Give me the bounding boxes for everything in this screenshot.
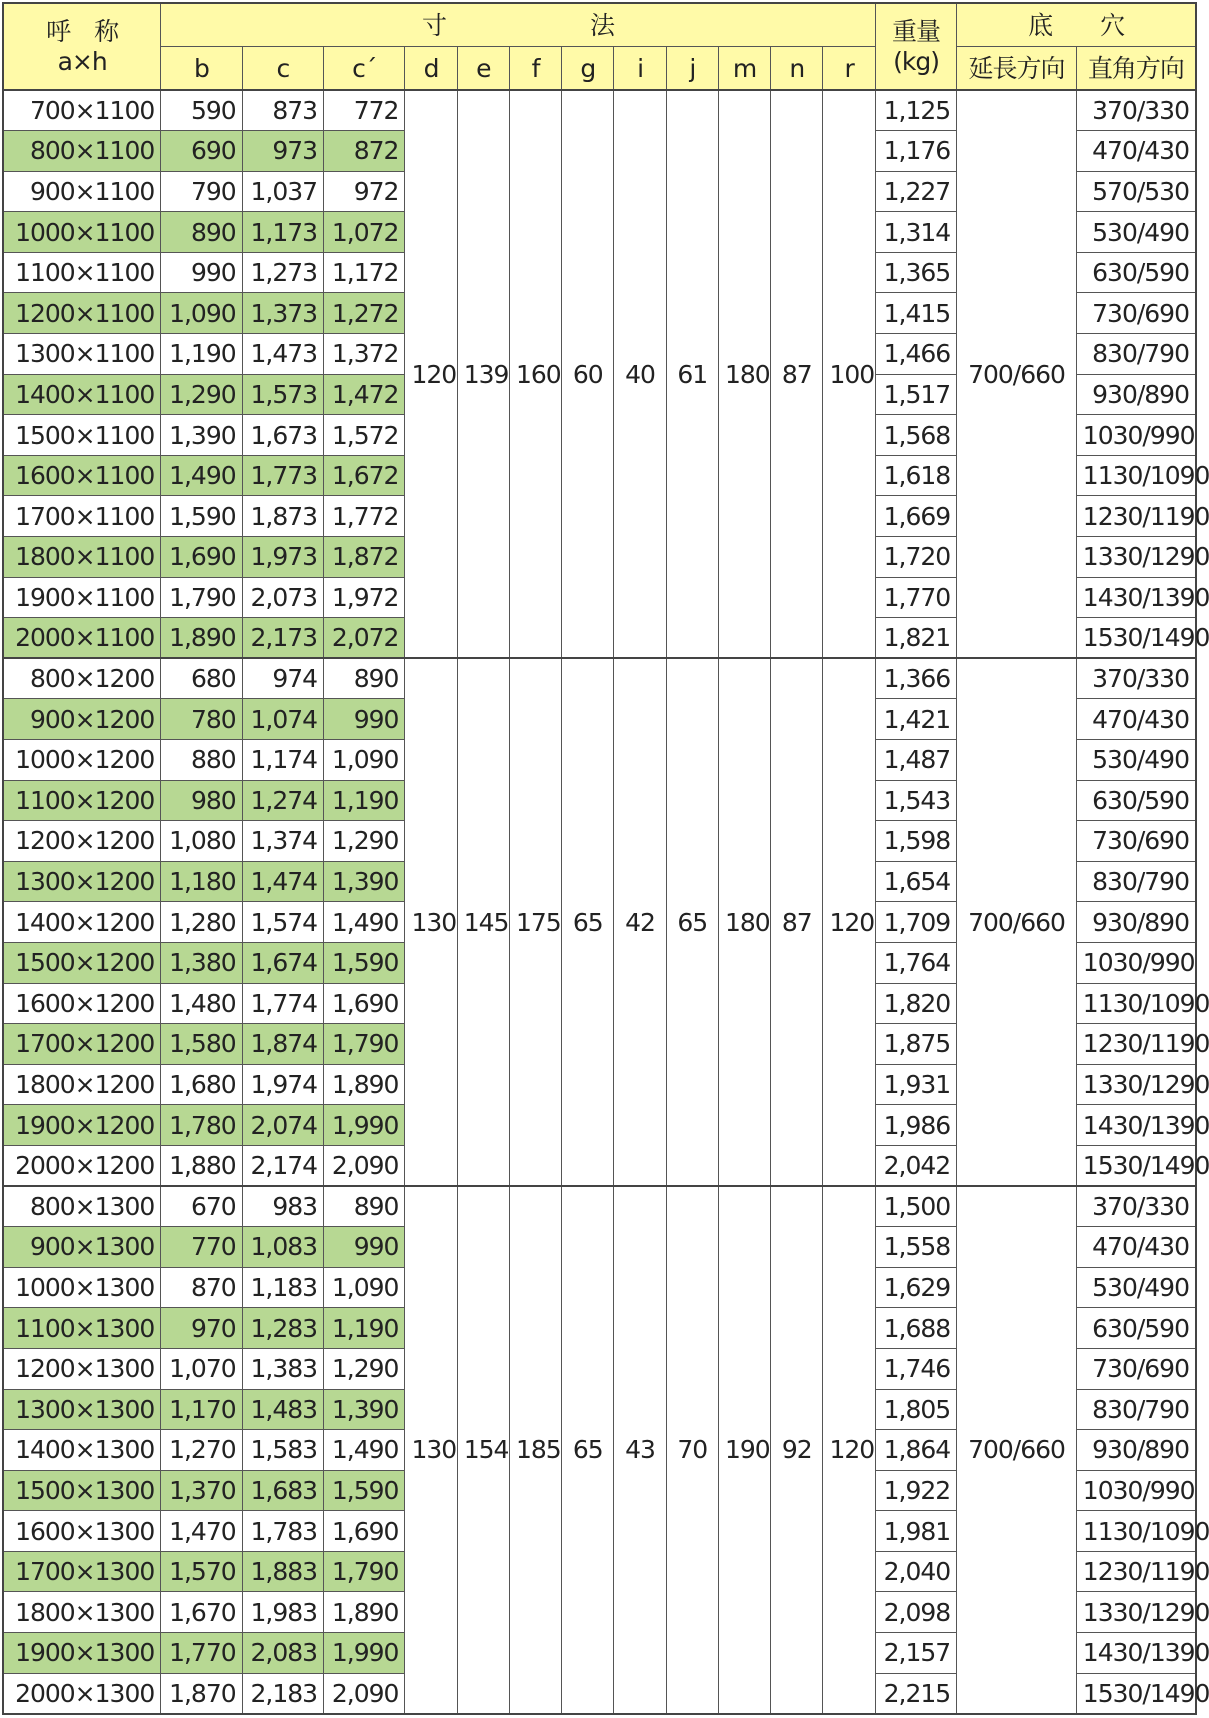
c-cell: 1,483 bbox=[242, 1389, 323, 1430]
weight-cell: 2,098 bbox=[875, 1592, 956, 1633]
r-cell: 100 bbox=[823, 90, 875, 658]
table-row bbox=[3, 1186, 1196, 1227]
c-cell: 1,583 bbox=[242, 1430, 323, 1471]
weight-cell: 1,931 bbox=[875, 1064, 956, 1105]
b-cell: 890 bbox=[161, 212, 242, 253]
b-cell: 990 bbox=[161, 252, 242, 293]
perpendicular-direction-cell: 1430/1390 bbox=[1076, 1105, 1196, 1146]
nominal-size-cell: 2000×1200 bbox=[3, 1145, 161, 1186]
b-cell: 1,780 bbox=[161, 1105, 242, 1146]
perpendicular-direction-cell: 930/890 bbox=[1076, 374, 1196, 415]
c-prime-cell: 1,090 bbox=[324, 740, 405, 781]
f-cell: 185 bbox=[509, 1186, 561, 1714]
j-cell: 65 bbox=[666, 658, 718, 1186]
nominal-size-cell: 1400×1300 bbox=[3, 1430, 161, 1471]
g-cell: 65 bbox=[562, 658, 614, 1186]
e-cell: 154 bbox=[457, 1186, 509, 1714]
col-header-g: g bbox=[562, 47, 614, 91]
f-cell: 175 bbox=[509, 658, 561, 1186]
c-cell: 1,883 bbox=[242, 1551, 323, 1592]
b-cell: 1,480 bbox=[161, 983, 242, 1024]
c-cell: 1,873 bbox=[242, 496, 323, 537]
c-cell: 1,974 bbox=[242, 1064, 323, 1105]
c-cell: 1,473 bbox=[242, 334, 323, 375]
c-prime-cell: 1,690 bbox=[324, 1511, 405, 1552]
nominal-size-cell: 1700×1300 bbox=[3, 1551, 161, 1592]
c-cell: 983 bbox=[242, 1186, 323, 1227]
weight-cell: 1,415 bbox=[875, 293, 956, 334]
c-prime-cell: 1,690 bbox=[324, 983, 405, 1024]
weight-cell: 1,227 bbox=[875, 171, 956, 212]
c-prime-cell: 1,390 bbox=[324, 1389, 405, 1430]
perpendicular-direction-cell: 1230/1190 bbox=[1076, 1551, 1196, 1592]
perpendicular-direction-cell: 1530/1490 bbox=[1076, 1145, 1196, 1186]
weight-cell: 1,875 bbox=[875, 1024, 956, 1065]
weight-cell: 1,669 bbox=[875, 496, 956, 537]
nominal-size-cell: 1000×1100 bbox=[3, 212, 161, 253]
weight-cell: 1,618 bbox=[875, 455, 956, 496]
b-cell: 1,090 bbox=[161, 293, 242, 334]
c-prime-cell: 1,890 bbox=[324, 1592, 405, 1633]
c-cell: 2,183 bbox=[242, 1673, 323, 1714]
b-cell: 1,790 bbox=[161, 577, 242, 618]
nominal-size-cell: 1600×1100 bbox=[3, 455, 161, 496]
nominal-size-cell: 1500×1100 bbox=[3, 415, 161, 456]
m-cell: 180 bbox=[718, 658, 770, 1186]
weight-cell: 1,688 bbox=[875, 1308, 956, 1349]
dimensions-header: 寸 法 bbox=[161, 3, 876, 47]
b-cell: 1,690 bbox=[161, 537, 242, 578]
c-cell: 1,274 bbox=[242, 780, 323, 821]
nominal-size-header-label: 呼 称 bbox=[46, 16, 119, 46]
e-cell: 145 bbox=[457, 658, 509, 1186]
b-cell: 1,280 bbox=[161, 902, 242, 943]
col-header-j: j bbox=[666, 47, 718, 91]
nominal-size-cell: 1000×1300 bbox=[3, 1267, 161, 1308]
c-prime-cell: 1,190 bbox=[324, 1308, 405, 1349]
perpendicular-direction-cell: 830/790 bbox=[1076, 334, 1196, 375]
perpendicular-direction-header: 直角方向 bbox=[1076, 47, 1196, 91]
c-prime-cell: 1,790 bbox=[324, 1551, 405, 1592]
c-prime-cell: 2,072 bbox=[324, 618, 405, 659]
perpendicular-direction-cell: 730/690 bbox=[1076, 293, 1196, 334]
b-cell: 1,590 bbox=[161, 496, 242, 537]
weight-cell: 1,770 bbox=[875, 577, 956, 618]
c-cell: 2,173 bbox=[242, 618, 323, 659]
weight-cell: 1,500 bbox=[875, 1186, 956, 1227]
table-row bbox=[3, 658, 1196, 699]
nominal-size-cell: 1800×1100 bbox=[3, 537, 161, 578]
b-cell: 880 bbox=[161, 740, 242, 781]
b-cell: 590 bbox=[161, 90, 242, 131]
nominal-size-cell: 1600×1300 bbox=[3, 1511, 161, 1552]
nominal-size-cell: 1900×1200 bbox=[3, 1105, 161, 1146]
weight-cell: 1,543 bbox=[875, 780, 956, 821]
weight-cell: 1,558 bbox=[875, 1227, 956, 1268]
perpendicular-direction-cell: 1130/1090 bbox=[1076, 1511, 1196, 1552]
c-cell: 974 bbox=[242, 658, 323, 699]
b-cell: 1,680 bbox=[161, 1064, 242, 1105]
b-cell: 670 bbox=[161, 1186, 242, 1227]
nominal-size-cell: 1000×1200 bbox=[3, 740, 161, 781]
c-cell: 2,083 bbox=[242, 1633, 323, 1674]
c-prime-cell: 1,990 bbox=[324, 1105, 405, 1146]
nominal-size-cell: 2000×1100 bbox=[3, 618, 161, 659]
c-prime-cell: 990 bbox=[324, 1227, 405, 1268]
nominal-size-cell: 1300×1300 bbox=[3, 1389, 161, 1430]
c-prime-cell: 872 bbox=[324, 131, 405, 172]
weight-cell: 1,654 bbox=[875, 861, 956, 902]
perpendicular-direction-cell: 630/590 bbox=[1076, 780, 1196, 821]
col-header-c-prime: c´ bbox=[324, 47, 405, 91]
b-cell: 1,180 bbox=[161, 861, 242, 902]
nominal-size-cell: 1200×1300 bbox=[3, 1348, 161, 1389]
perpendicular-direction-cell: 930/890 bbox=[1076, 1430, 1196, 1471]
b-cell: 1,380 bbox=[161, 942, 242, 983]
r-cell: 120 bbox=[823, 658, 875, 1186]
b-cell: 1,880 bbox=[161, 1145, 242, 1186]
c-cell: 1,574 bbox=[242, 902, 323, 943]
perpendicular-direction-cell: 1130/1090 bbox=[1076, 983, 1196, 1024]
weight-cell: 1,314 bbox=[875, 212, 956, 253]
c-prime-cell: 1,890 bbox=[324, 1064, 405, 1105]
nominal-size-cell: 1100×1200 bbox=[3, 780, 161, 821]
c-prime-cell: 1,390 bbox=[324, 861, 405, 902]
c-prime-cell: 1,290 bbox=[324, 821, 405, 862]
c-cell: 1,474 bbox=[242, 861, 323, 902]
weight-cell: 1,366 bbox=[875, 658, 956, 699]
weight-cell: 1,709 bbox=[875, 902, 956, 943]
b-cell: 690 bbox=[161, 131, 242, 172]
b-cell: 1,870 bbox=[161, 1673, 242, 1714]
d-cell: 120 bbox=[405, 90, 457, 658]
c-cell: 1,573 bbox=[242, 374, 323, 415]
col-header-m: m bbox=[718, 47, 770, 91]
c-cell: 1,674 bbox=[242, 942, 323, 983]
b-cell: 1,390 bbox=[161, 415, 242, 456]
c-cell: 873 bbox=[242, 90, 323, 131]
col-header-b: b bbox=[161, 47, 242, 91]
b-cell: 1,890 bbox=[161, 618, 242, 659]
perpendicular-direction-cell: 930/890 bbox=[1076, 902, 1196, 943]
c-prime-cell: 2,090 bbox=[324, 1673, 405, 1714]
d-cell: 130 bbox=[405, 658, 457, 1186]
c-prime-cell: 1,972 bbox=[324, 577, 405, 618]
nominal-size-cell: 1100×1100 bbox=[3, 252, 161, 293]
weight-cell: 1,466 bbox=[875, 334, 956, 375]
perpendicular-direction-cell: 1530/1490 bbox=[1076, 1673, 1196, 1714]
c-prime-cell: 1,172 bbox=[324, 252, 405, 293]
c-prime-cell: 772 bbox=[324, 90, 405, 131]
c-prime-cell: 1,372 bbox=[324, 334, 405, 375]
weight-header-label: 重量 bbox=[892, 16, 941, 46]
b-cell: 1,470 bbox=[161, 1511, 242, 1552]
c-cell: 1,037 bbox=[242, 171, 323, 212]
col-header-e: e bbox=[457, 47, 509, 91]
perpendicular-direction-cell: 1330/1290 bbox=[1076, 537, 1196, 578]
b-cell: 1,580 bbox=[161, 1024, 242, 1065]
nominal-size-cell: 1300×1100 bbox=[3, 334, 161, 375]
weight-cell: 1,986 bbox=[875, 1105, 956, 1146]
i-cell: 42 bbox=[614, 658, 666, 1186]
b-cell: 1,570 bbox=[161, 1551, 242, 1592]
perpendicular-direction-cell: 370/330 bbox=[1076, 1186, 1196, 1227]
m-cell: 190 bbox=[718, 1186, 770, 1714]
table-header bbox=[3, 3, 1196, 90]
col-header-i: i bbox=[614, 47, 666, 91]
weight-cell: 1,568 bbox=[875, 415, 956, 456]
col-header-n: n bbox=[771, 47, 823, 91]
perpendicular-direction-cell: 1230/1190 bbox=[1076, 496, 1196, 537]
c-prime-cell: 890 bbox=[324, 658, 405, 699]
weight-cell: 1,820 bbox=[875, 983, 956, 1024]
nominal-size-cell: 1900×1100 bbox=[3, 577, 161, 618]
weight-header bbox=[875, 3, 956, 90]
b-cell: 870 bbox=[161, 1267, 242, 1308]
extension-direction-header: 延長方向 bbox=[957, 47, 1077, 91]
perpendicular-direction-cell: 470/430 bbox=[1076, 131, 1196, 172]
b-cell: 1,070 bbox=[161, 1348, 242, 1389]
c-prime-cell: 1,772 bbox=[324, 496, 405, 537]
i-cell: 40 bbox=[614, 90, 666, 658]
nominal-size-cell: 900×1100 bbox=[3, 171, 161, 212]
b-cell: 1,490 bbox=[161, 455, 242, 496]
col-header-r: r bbox=[823, 47, 875, 91]
c-prime-cell: 1,190 bbox=[324, 780, 405, 821]
nominal-size-cell: 800×1300 bbox=[3, 1186, 161, 1227]
extension-direction-cell: 700/660 bbox=[957, 1186, 1077, 1714]
nominal-size-cell: 1100×1300 bbox=[3, 1308, 161, 1349]
perpendicular-direction-cell: 370/330 bbox=[1076, 90, 1196, 131]
perpendicular-direction-cell: 730/690 bbox=[1076, 821, 1196, 862]
b-cell: 1,370 bbox=[161, 1470, 242, 1511]
e-cell: 139 bbox=[457, 90, 509, 658]
c-prime-cell: 972 bbox=[324, 171, 405, 212]
c-cell: 1,074 bbox=[242, 699, 323, 740]
n-cell: 87 bbox=[771, 658, 823, 1186]
c-prime-cell: 1,790 bbox=[324, 1024, 405, 1065]
c-cell: 1,373 bbox=[242, 293, 323, 334]
perpendicular-direction-cell: 530/490 bbox=[1076, 740, 1196, 781]
nominal-size-cell: 1200×1200 bbox=[3, 821, 161, 862]
c-cell: 1,874 bbox=[242, 1024, 323, 1065]
perpendicular-direction-cell: 1030/990 bbox=[1076, 1470, 1196, 1511]
b-cell: 980 bbox=[161, 780, 242, 821]
b-cell: 1,770 bbox=[161, 1633, 242, 1674]
c-prime-cell: 1,490 bbox=[324, 1430, 405, 1471]
perpendicular-direction-cell: 730/690 bbox=[1076, 1348, 1196, 1389]
extension-direction-cell: 700/660 bbox=[957, 90, 1077, 658]
c-prime-cell: 1,090 bbox=[324, 1267, 405, 1308]
d-cell: 130 bbox=[405, 1186, 457, 1714]
perpendicular-direction-cell: 1430/1390 bbox=[1076, 577, 1196, 618]
b-cell: 790 bbox=[161, 171, 242, 212]
b-cell: 1,270 bbox=[161, 1430, 242, 1471]
c-prime-cell: 1,072 bbox=[324, 212, 405, 253]
c-cell: 1,973 bbox=[242, 537, 323, 578]
c-cell: 1,173 bbox=[242, 212, 323, 253]
b-cell: 1,170 bbox=[161, 1389, 242, 1430]
weight-cell: 1,176 bbox=[875, 131, 956, 172]
nominal-size-cell: 1900×1300 bbox=[3, 1633, 161, 1674]
c-cell: 2,174 bbox=[242, 1145, 323, 1186]
nominal-size-cell: 900×1200 bbox=[3, 699, 161, 740]
perpendicular-direction-cell: 370/330 bbox=[1076, 658, 1196, 699]
weight-cell: 1,421 bbox=[875, 699, 956, 740]
c-prime-cell: 1,590 bbox=[324, 1470, 405, 1511]
c-cell: 1,774 bbox=[242, 983, 323, 1024]
perpendicular-direction-cell: 530/490 bbox=[1076, 1267, 1196, 1308]
perpendicular-direction-cell: 1030/990 bbox=[1076, 942, 1196, 983]
b-cell: 1,080 bbox=[161, 821, 242, 862]
table-row bbox=[3, 90, 1196, 131]
perpendicular-direction-cell: 1530/1490 bbox=[1076, 618, 1196, 659]
perpendicular-direction-cell: 630/590 bbox=[1076, 252, 1196, 293]
n-cell: 92 bbox=[771, 1186, 823, 1714]
weight-cell: 1,764 bbox=[875, 942, 956, 983]
perpendicular-direction-cell: 1330/1290 bbox=[1076, 1592, 1196, 1633]
nominal-size-header-formula: a×h bbox=[57, 46, 107, 76]
perpendicular-direction-cell: 1430/1390 bbox=[1076, 1633, 1196, 1674]
nominal-size-cell: 1600×1200 bbox=[3, 983, 161, 1024]
weight-cell: 1,864 bbox=[875, 1430, 956, 1471]
c-cell: 1,383 bbox=[242, 1348, 323, 1389]
weight-cell: 1,922 bbox=[875, 1470, 956, 1511]
c-prime-cell: 1,672 bbox=[324, 455, 405, 496]
c-cell: 1,273 bbox=[242, 252, 323, 293]
weight-cell: 1,598 bbox=[875, 821, 956, 862]
c-cell: 1,783 bbox=[242, 1511, 323, 1552]
nominal-size-cell: 1800×1200 bbox=[3, 1064, 161, 1105]
c-cell: 2,073 bbox=[242, 577, 323, 618]
c-cell: 1,183 bbox=[242, 1267, 323, 1308]
c-prime-cell: 1,272 bbox=[324, 293, 405, 334]
c-cell: 1,683 bbox=[242, 1470, 323, 1511]
c-cell: 973 bbox=[242, 131, 323, 172]
weight-cell: 1,365 bbox=[875, 252, 956, 293]
c-cell: 1,983 bbox=[242, 1592, 323, 1633]
weight-header-unit: (kg) bbox=[893, 46, 939, 76]
nominal-size-cell: 800×1200 bbox=[3, 658, 161, 699]
nominal-size-cell: 1500×1300 bbox=[3, 1470, 161, 1511]
col-header-f: f bbox=[509, 47, 561, 91]
b-cell: 1,290 bbox=[161, 374, 242, 415]
weight-cell: 1,629 bbox=[875, 1267, 956, 1308]
c-cell: 2,074 bbox=[242, 1105, 323, 1146]
c-cell: 1,773 bbox=[242, 455, 323, 496]
c-cell: 1,374 bbox=[242, 821, 323, 862]
m-cell: 180 bbox=[718, 90, 770, 658]
perpendicular-direction-cell: 530/490 bbox=[1076, 212, 1196, 253]
nominal-size-cell: 1700×1200 bbox=[3, 1024, 161, 1065]
nominal-size-cell: 900×1300 bbox=[3, 1227, 161, 1268]
perpendicular-direction-cell: 1330/1290 bbox=[1076, 1064, 1196, 1105]
b-cell: 680 bbox=[161, 658, 242, 699]
r-cell: 120 bbox=[823, 1186, 875, 1714]
c-cell: 1,673 bbox=[242, 415, 323, 456]
b-cell: 1,670 bbox=[161, 1592, 242, 1633]
weight-cell: 1,821 bbox=[875, 618, 956, 659]
b-cell: 1,190 bbox=[161, 334, 242, 375]
c-cell: 1,083 bbox=[242, 1227, 323, 1268]
c-prime-cell: 1,590 bbox=[324, 942, 405, 983]
j-cell: 70 bbox=[666, 1186, 718, 1714]
bottom-hole-header: 底 穴 bbox=[957, 3, 1196, 47]
weight-cell: 2,040 bbox=[875, 1551, 956, 1592]
nominal-size-cell: 1200×1100 bbox=[3, 293, 161, 334]
perpendicular-direction-cell: 470/430 bbox=[1076, 699, 1196, 740]
nominal-size-cell: 800×1100 bbox=[3, 131, 161, 172]
weight-cell: 1,517 bbox=[875, 374, 956, 415]
c-prime-cell: 990 bbox=[324, 699, 405, 740]
table-body bbox=[3, 90, 1209, 1714]
f-cell: 160 bbox=[509, 90, 561, 658]
c-prime-cell: 2,090 bbox=[324, 1145, 405, 1186]
weight-cell: 2,042 bbox=[875, 1145, 956, 1186]
nominal-size-cell: 700×1100 bbox=[3, 90, 161, 131]
c-prime-cell: 1,490 bbox=[324, 902, 405, 943]
weight-cell: 1,720 bbox=[875, 537, 956, 578]
dimension-table bbox=[2, 2, 1209, 1715]
perpendicular-direction-cell: 830/790 bbox=[1076, 861, 1196, 902]
b-cell: 970 bbox=[161, 1308, 242, 1349]
nominal-size-cell: 1800×1300 bbox=[3, 1592, 161, 1633]
perpendicular-direction-cell: 470/430 bbox=[1076, 1227, 1196, 1268]
perpendicular-direction-cell: 630/590 bbox=[1076, 1308, 1196, 1349]
nominal-size-cell: 1500×1200 bbox=[3, 942, 161, 983]
perpendicular-direction-cell: 1030/990 bbox=[1076, 415, 1196, 456]
c-prime-cell: 1,572 bbox=[324, 415, 405, 456]
weight-cell: 1,981 bbox=[875, 1511, 956, 1552]
col-header-d: d bbox=[405, 47, 457, 91]
weight-cell: 1,805 bbox=[875, 1389, 956, 1430]
b-cell: 780 bbox=[161, 699, 242, 740]
weight-cell: 1,746 bbox=[875, 1348, 956, 1389]
n-cell: 87 bbox=[771, 90, 823, 658]
c-prime-cell: 1,290 bbox=[324, 1348, 405, 1389]
i-cell: 43 bbox=[614, 1186, 666, 1714]
nominal-size-cell: 1700×1100 bbox=[3, 496, 161, 537]
c-cell: 1,283 bbox=[242, 1308, 323, 1349]
g-cell: 60 bbox=[562, 90, 614, 658]
c-cell: 1,174 bbox=[242, 740, 323, 781]
c-prime-cell: 1,472 bbox=[324, 374, 405, 415]
c-prime-cell: 1,872 bbox=[324, 537, 405, 578]
weight-cell: 2,157 bbox=[875, 1633, 956, 1674]
c-prime-cell: 890 bbox=[324, 1186, 405, 1227]
col-header-c: c bbox=[242, 47, 323, 91]
perpendicular-direction-cell: 1230/1190 bbox=[1076, 1024, 1196, 1065]
extension-direction-cell: 700/660 bbox=[957, 658, 1077, 1186]
nominal-size-cell: 1300×1200 bbox=[3, 861, 161, 902]
nominal-size-header bbox=[3, 3, 161, 90]
nominal-size-cell: 2000×1300 bbox=[3, 1673, 161, 1714]
g-cell: 65 bbox=[562, 1186, 614, 1714]
weight-cell: 1,125 bbox=[875, 90, 956, 131]
weight-cell: 2,215 bbox=[875, 1673, 956, 1714]
j-cell: 61 bbox=[666, 90, 718, 658]
weight-cell: 1,487 bbox=[875, 740, 956, 781]
nominal-size-cell: 1400×1100 bbox=[3, 374, 161, 415]
c-prime-cell: 1,990 bbox=[324, 1633, 405, 1674]
perpendicular-direction-cell: 570/530 bbox=[1076, 171, 1196, 212]
nominal-size-cell: 1400×1200 bbox=[3, 902, 161, 943]
perpendicular-direction-cell: 1130/1090 bbox=[1076, 455, 1196, 496]
b-cell: 770 bbox=[161, 1227, 242, 1268]
perpendicular-direction-cell: 830/790 bbox=[1076, 1389, 1196, 1430]
